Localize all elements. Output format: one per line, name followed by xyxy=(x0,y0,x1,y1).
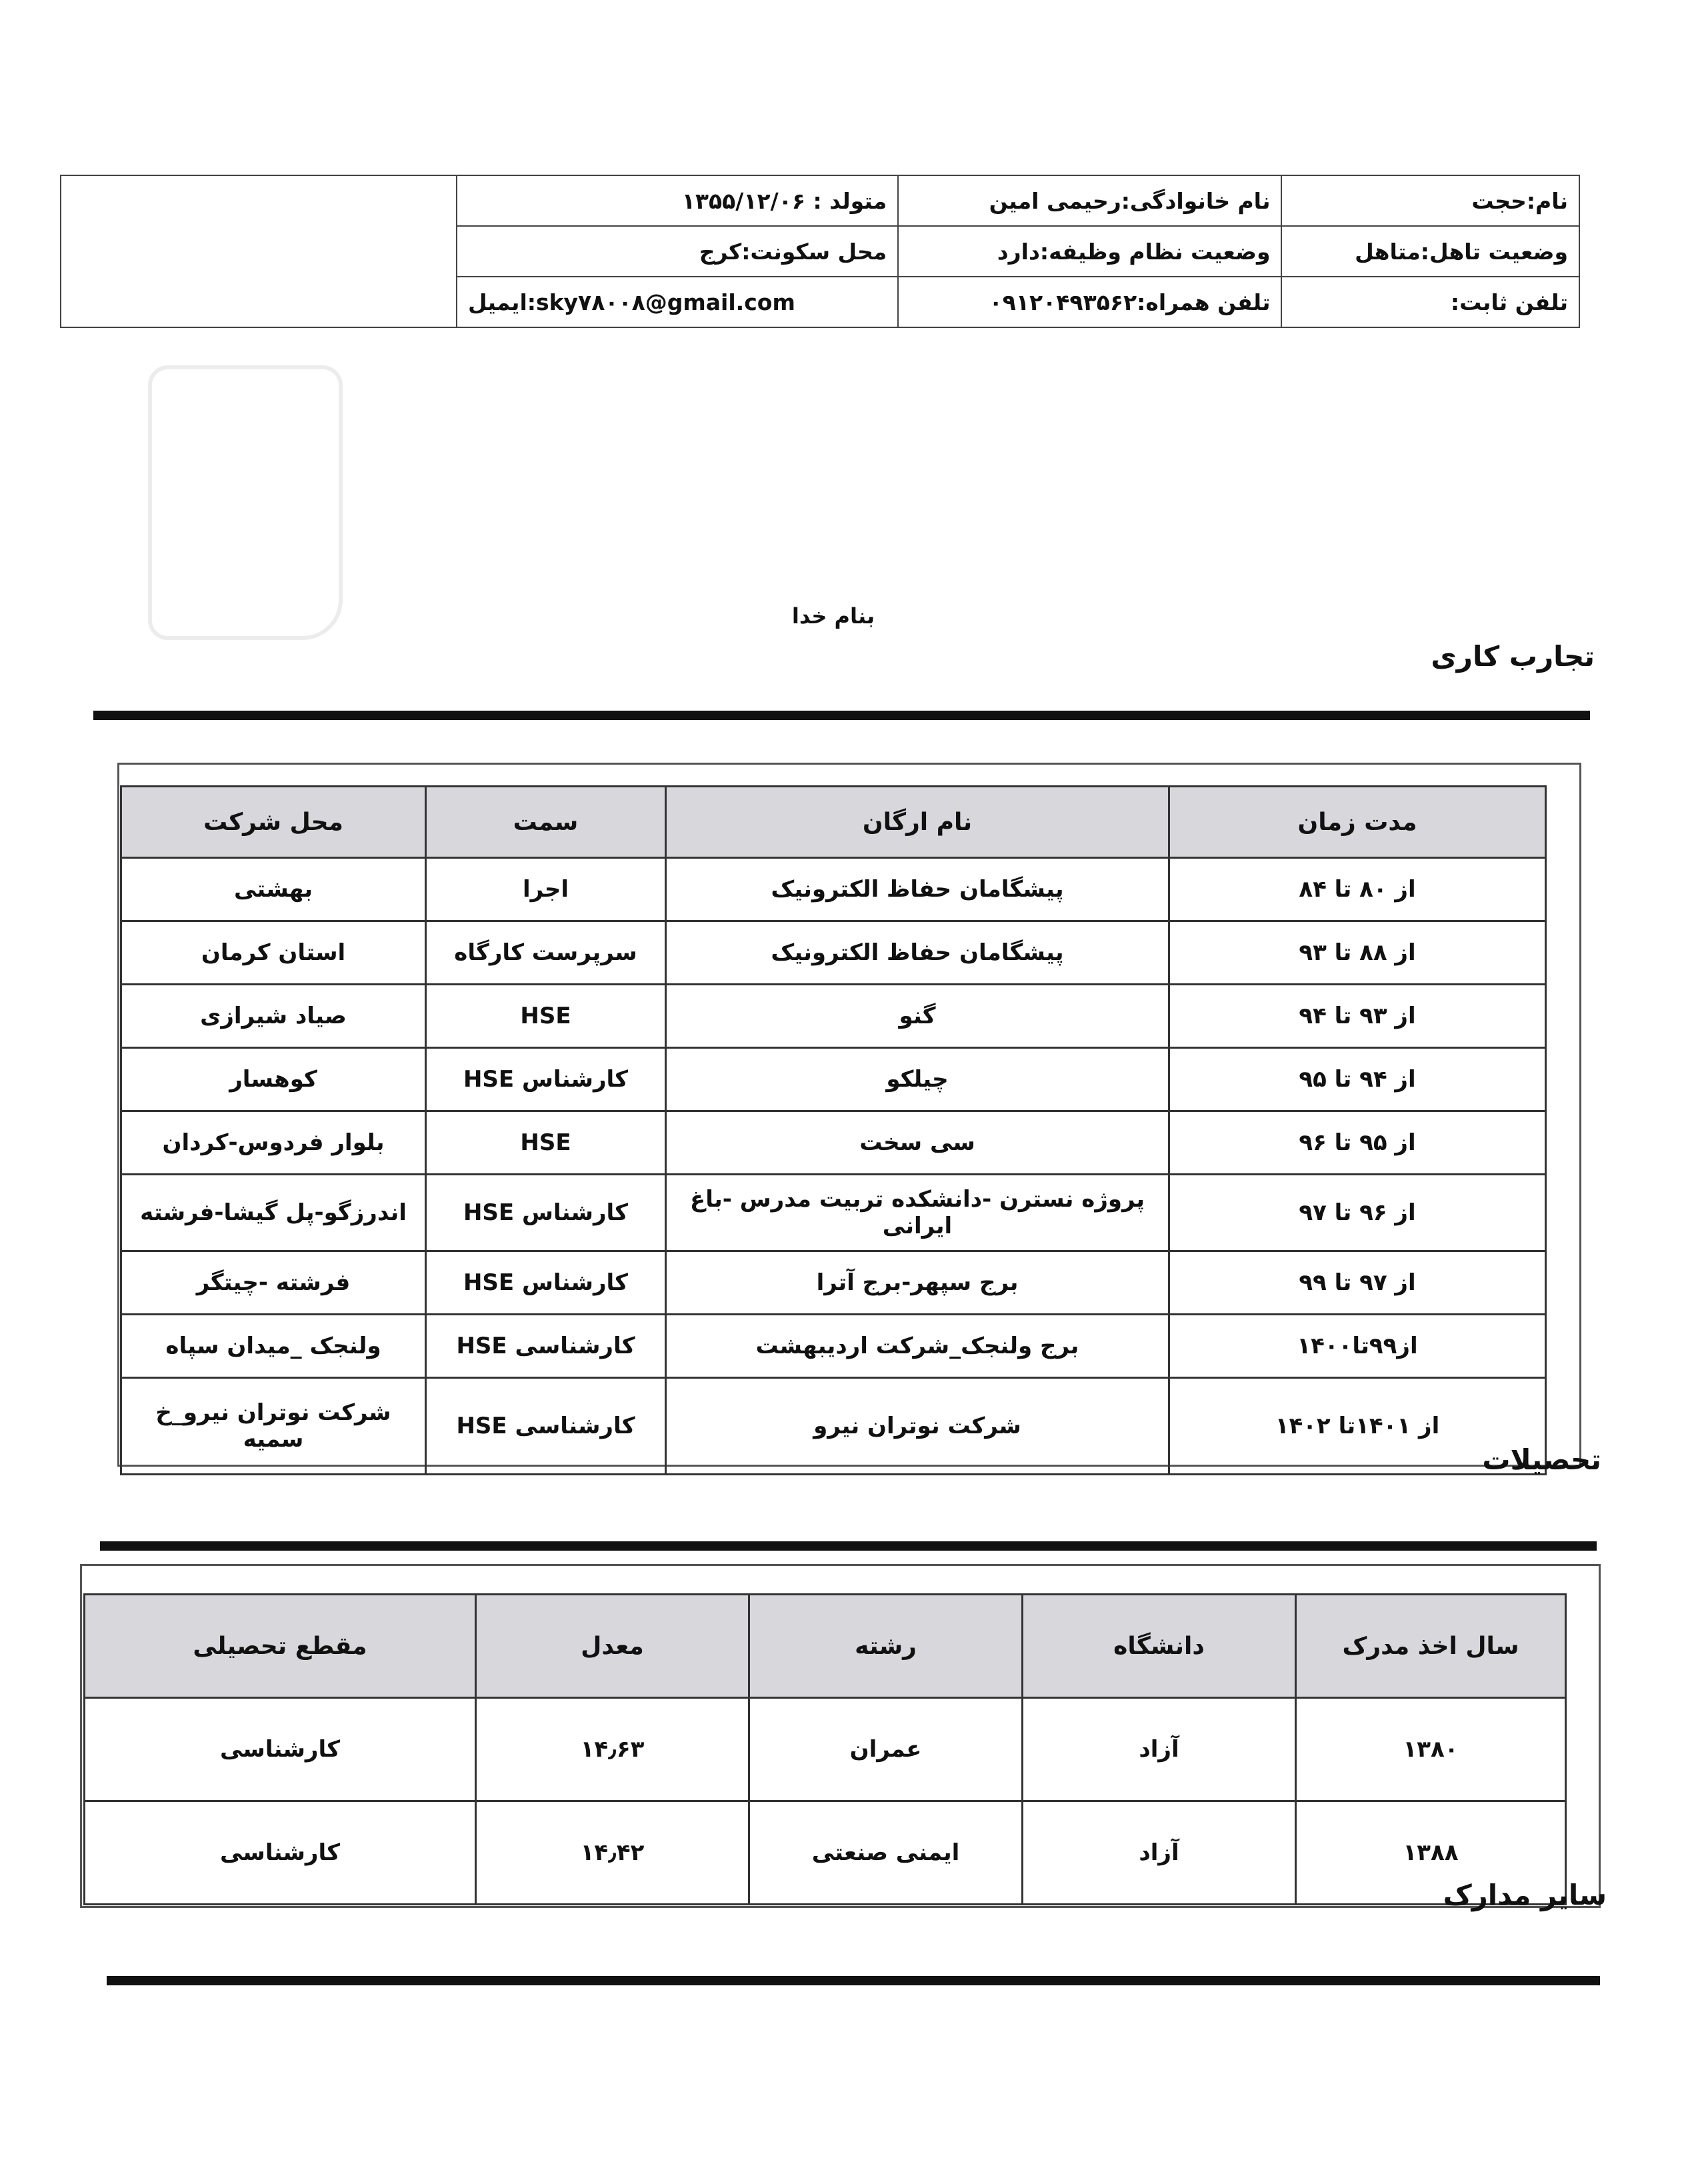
duration: از ۹۴ تا ۹۵ xyxy=(1169,1048,1546,1111)
other-section-title: سایر مدارک xyxy=(1443,1879,1607,1911)
table-row xyxy=(85,1801,1566,1905)
mobile-phone: تلفن همراه:۰۹۱۲۰۴۹۳۵۶۲ xyxy=(898,277,1281,327)
organization: گنو xyxy=(666,985,1169,1048)
work-table xyxy=(120,785,1547,1475)
duration: از ۱۴۰۱تا ۱۴۰۲ xyxy=(1169,1378,1546,1475)
photo-cell xyxy=(61,175,457,327)
table-row xyxy=(121,921,1546,985)
location: فرشته -چیتگر xyxy=(121,1251,426,1315)
university: آزاد xyxy=(1023,1801,1296,1905)
col-university: دانشگاه xyxy=(1023,1595,1296,1698)
table-row xyxy=(121,1251,1546,1315)
position: کارشناس HSE xyxy=(426,1048,666,1111)
table-row xyxy=(121,1315,1546,1378)
position: سرپرست کارگاه xyxy=(426,921,666,985)
table-row xyxy=(121,858,1546,921)
position: کارشناس HSE xyxy=(426,1175,666,1251)
location: ولنجک _میدان سپاه xyxy=(121,1315,426,1378)
duration: از ۸۸ تا ۹۳ xyxy=(1169,921,1546,985)
university: آزاد xyxy=(1023,1698,1296,1801)
position: کارشناسی HSE xyxy=(426,1315,666,1378)
position: کارشناس HSE xyxy=(426,1251,666,1315)
duration: از۹۹تا۱۴۰۰ xyxy=(1169,1315,1546,1378)
organization: سی سخت xyxy=(666,1111,1169,1175)
location: اندرزگو-پل گیشا-فرشته xyxy=(121,1175,426,1251)
organization: برج ولنجک_شرکت اردیبهشت xyxy=(666,1315,1169,1378)
email: ایمیل:sky۷۸۰۰۸@gmail.com xyxy=(457,277,898,327)
duration: از ۹۵ تا ۹۶ xyxy=(1169,1111,1546,1175)
work-rule xyxy=(93,711,1590,720)
table-row xyxy=(121,1048,1546,1111)
table-row xyxy=(85,1698,1566,1801)
col-graduation-year: سال اخذ مدرک xyxy=(1296,1595,1566,1698)
col-position: سمت xyxy=(426,787,666,858)
col-organization: نام ارگان xyxy=(666,787,1169,858)
duration: از ۸۰ تا ۸۴ xyxy=(1169,858,1546,921)
other-rule xyxy=(107,1976,1600,1985)
duration: از ۹۷ تا ۹۹ xyxy=(1169,1251,1546,1315)
organization: پیشگامان حفاظ الکترونیک xyxy=(666,858,1169,921)
col-field: رشته xyxy=(749,1595,1023,1698)
table-row xyxy=(121,1175,1546,1251)
residence: محل سکونت:کرج xyxy=(457,226,898,277)
education-table xyxy=(83,1593,1567,1905)
field: عمران xyxy=(749,1698,1023,1801)
basmala: بنام خدا xyxy=(791,603,875,629)
landline-phone: تلفن ثابت: xyxy=(1281,277,1579,327)
location: کوهسار xyxy=(121,1048,426,1111)
location: صیاد شیرازی xyxy=(121,985,426,1048)
organization: چیلکو xyxy=(666,1048,1169,1111)
marital-status: وضعیت تاهل:متاهل xyxy=(1281,226,1579,277)
location: شرکت نوتران نیرو_خ سمیه xyxy=(121,1378,426,1475)
graduation-year: ۱۳۸۰ xyxy=(1296,1698,1566,1801)
birth-date: متولد : ۱۳۵۵/۱۲/۰۶ xyxy=(457,175,898,226)
gpa: ۱۴٫۶۳ xyxy=(476,1698,749,1801)
col-location: محل شرکت xyxy=(121,787,426,858)
military-status: وضعیت نظام وظیفه:دارد xyxy=(898,226,1281,277)
photo-placeholder xyxy=(148,365,343,640)
work-section-title: تجارب کاری xyxy=(1431,640,1595,673)
graduation-year: ۱۳۸۸ xyxy=(1296,1801,1566,1905)
col-degree: مقطع تحصیلی xyxy=(85,1595,476,1698)
position: HSE xyxy=(426,1111,666,1175)
col-duration: مدت زمان xyxy=(1169,787,1546,858)
location: بهشتی xyxy=(121,858,426,921)
organization: برج سپهر-برج آترا xyxy=(666,1251,1169,1315)
position: HSE xyxy=(426,985,666,1048)
gpa: ۱۴٫۴۲ xyxy=(476,1801,749,1905)
degree: کارشناسی xyxy=(85,1801,476,1905)
duration: از ۹۶ تا ۹۷ xyxy=(1169,1175,1546,1251)
field: ایمنی صنعتی xyxy=(749,1801,1023,1905)
table-row xyxy=(121,1378,1546,1475)
location: بلوار فردوس-کردان xyxy=(121,1111,426,1175)
table-row xyxy=(121,1111,1546,1175)
organization: پروژه نسترن -دانشکده تربیت مدرس -باغ ایرانی xyxy=(666,1175,1169,1251)
col-gpa: معدل xyxy=(476,1595,749,1698)
first-name: نام:حجت xyxy=(1281,175,1579,226)
degree: کارشناسی xyxy=(85,1698,476,1801)
personal-info-table xyxy=(60,175,1580,328)
organization: شرکت نوتران نیرو xyxy=(666,1378,1169,1475)
organization: پیشگامان حفاظ الکترونیک xyxy=(666,921,1169,985)
education-rule xyxy=(100,1541,1597,1551)
table-row xyxy=(121,985,1546,1048)
location: استان کرمان xyxy=(121,921,426,985)
position: کارشناسی HSE xyxy=(426,1378,666,1475)
family-name: نام خانوادگی:رحیمی امین xyxy=(898,175,1281,226)
position: اجرا xyxy=(426,858,666,921)
duration: از ۹۳ تا ۹۴ xyxy=(1169,985,1546,1048)
education-section-title: تحصیلات xyxy=(1482,1443,1601,1476)
